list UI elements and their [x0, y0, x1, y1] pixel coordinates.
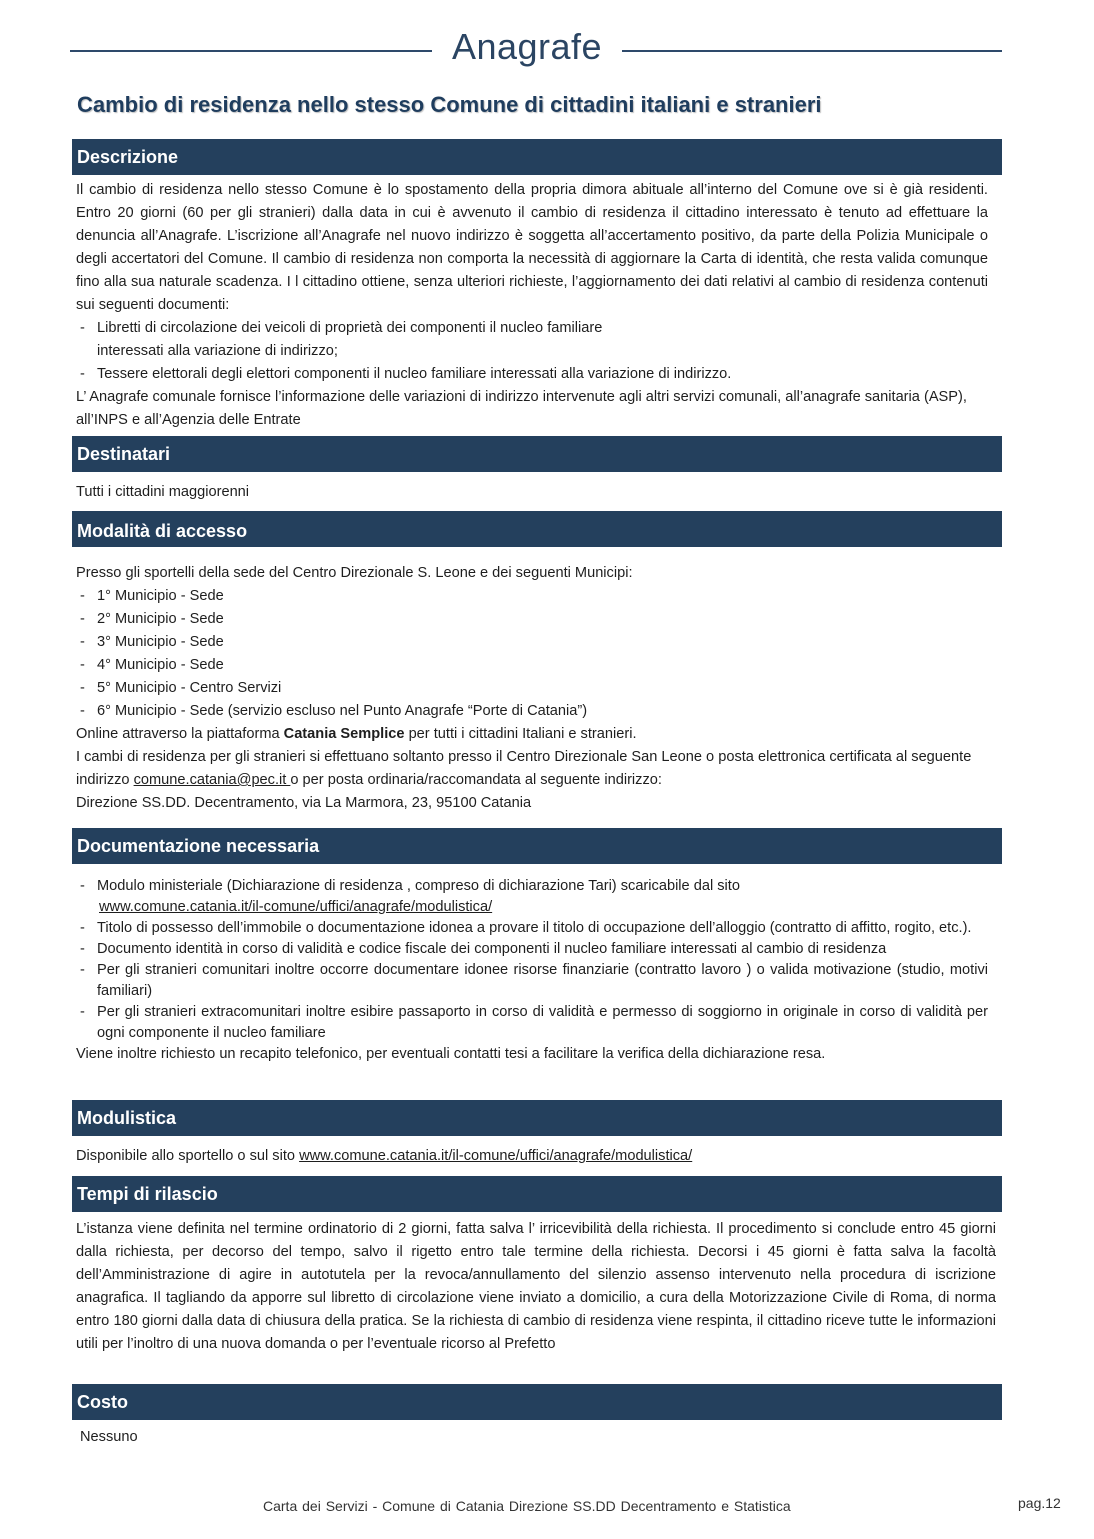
- list-item: - 2° Municipio - Sede: [80, 611, 224, 627]
- modalita-stranieri: I cambi di residenza per gli stranieri si effettuano soltanto presso il Centro Direzionale San Leone o posta elettronica certificata al seguente indirizzo comune.catania@pec.it o per posta ordinaria/raccomandata al seguente indirizzo:: [76, 749, 972, 788]
- list-item: - 3° Municipio - Sede: [80, 634, 224, 650]
- costo-text: Nessuno: [80, 1429, 138, 1445]
- descrizione-intro: Il cambio di residenza nello stesso Comune è lo spostamento della propria dimora abituale all’interno del Comune ove si è già residenti. Entro 20 giorni (60 per gli stranieri) dalla data in cui è avvenuto il cambio di residenza il cittadino interessato è tenuto ad effettuare la denuncia all’Anagrafe. L’iscrizione all’Anagrafe nel nuovo indirizzo è soggetta all’accertamento positivo, da parte della Polizia Municipale o degli accertatori del Comune. Il cambio di residenza non comporta la necessità di aggiornare la Carta di identità, che resta valida comunque fino alla sua naturale scadenza. I l cittadino ottiene, senza ulteriori richieste, l’aggiornamento dei dati relativi al cambio di residenza contenuti sui seguenti documenti:: [76, 182, 988, 313]
- section-heading-modulistica: Modulistica: [72, 1100, 1002, 1136]
- list-item: - Per gli stranieri comunitari inoltre occorre documentare idonee risorse finanziarie (contratto lavoro ) o valida motivazione (studio, motivi familiari): [80, 962, 988, 999]
- list-item: - 1° Municipio - Sede: [80, 588, 224, 604]
- section-heading-tempi: Tempi di rilascio: [72, 1176, 1002, 1212]
- footer-text: Carta dei Servizi - Comune di Catania Direzione SS.DD Decentramento e Statistica: [263, 1498, 791, 1514]
- list-item: - Modulo ministeriale (Dichiarazione di residenza , compreso di dichiarazione Tari) scaricabile dal sito www.comune.catania.it/il-comune/uffici/anagrafe/modulistica/: [80, 878, 740, 915]
- section-heading-descrizione: Descrizione: [72, 139, 1002, 175]
- header-rule-left: [70, 50, 432, 52]
- descrizione-outro: L’ Anagrafe comunale fornisce l’informazione delle variazioni di indirizzo intervenute agli altri servizi comunali, all’anagrafe sanitaria (ASP), all’INPS e all’Agenzia delle Entrate: [76, 389, 967, 428]
- list-item: - Tessere elettorali degli elettori componenti il nucleo familiare interessati alla variazione di indirizzo.: [80, 366, 732, 382]
- section-heading-costo: Costo: [72, 1384, 1002, 1420]
- modulistica-text: Disponibile allo sportello o sul sito www.comune.catania.it/il-comune/uffici/anagrafe/modulistica/: [76, 1148, 693, 1164]
- header-title: Anagrafe: [451, 26, 603, 67]
- section-heading-modalita: Modalità di accesso: [72, 511, 1002, 547]
- page-number: pag.12: [1018, 1495, 1061, 1511]
- header-rule-right: [622, 50, 1002, 52]
- list-item: - Documento identità in corso di validità e codice fiscale dei componenti il nucleo familiare interessati al cambio di residenza: [80, 941, 887, 957]
- list-item: - 4° Municipio - Sede: [80, 657, 224, 673]
- modulistica-link[interactable]: www.comune.catania.it/il-comune/uffici/anagrafe/modulistica/: [99, 899, 493, 915]
- list-item: - Libretti di circolazione dei veicoli di proprietà dei componenti il nucleo familiare interessati alla variazione di indirizzo;: [80, 320, 603, 359]
- page-title: Cambio di residenza nello stesso Comune di cittadini italiani e stranieri: [77, 92, 822, 117]
- list-item: - 6° Municipio - Sede (servizio escluso nel Punto Anagrafe “Porte di Catania”): [80, 703, 588, 719]
- modalita-intro: Presso gli sportelli della sede del Centro Direzionale S. Leone e dei seguenti Municipi:: [76, 565, 633, 581]
- modulistica-site-link[interactable]: www.comune.catania.it/il-comune/uffici/anagrafe/modulistica/: [299, 1148, 693, 1164]
- pec-email-link[interactable]: comune.catania@pec.it: [133, 772, 291, 788]
- modalita-address: Direzione SS.DD. Decentramento, via La Marmora, 23, 95100 Catania: [76, 795, 532, 811]
- list-item: - Titolo di possesso dell’immobile o documentazione idonea a provare il titolo di occupazione dell’alloggio (contratto di affitto, rogito, etc.).: [80, 920, 972, 936]
- list-item: - 5° Municipio - Centro Servizi: [80, 680, 282, 696]
- page-header: [70, 22, 1002, 78]
- section-body-descrizione: [76, 179, 988, 432]
- section-heading-destinatari: Destinatari: [72, 436, 1002, 472]
- section-heading-documentazione: Documentazione necessaria: [72, 828, 1002, 864]
- section-body-modalita: [76, 562, 988, 815]
- section-body-documentazione: [76, 876, 988, 1065]
- list-item: - Per gli stranieri extracomunitari inoltre esibire passaporto in corso di validità e permesso di soggiorno in originale in corso di validità per ogni componente il nucleo familiare: [80, 1004, 988, 1041]
- destinatari-text: Tutti i cittadini maggiorenni: [76, 484, 250, 500]
- modalita-online: Online attraverso la piattaforma Catania Semplice per tutti i cittadini Italiani e stranieri.: [76, 726, 637, 742]
- documentazione-outro: Viene inoltre richiesto un recapito telefonico, per eventuali contatti tesi a facilitare la verifica della dichiarazione resa.: [76, 1046, 826, 1062]
- platform-name: Catania Semplice: [283, 726, 405, 742]
- tempi-text: L’istanza viene definita nel termine ordinatorio di 2 giorni, fatta salva l’ irricevibilità della richiesta. Il procedimento si conclude entro 45 giorni dalla richiesta, per decorso del tempo, salvo il rigetto entro tale termine della richiesta. Decorsi i 45 giorni è fatta salva la facoltà dell’Amministrazione di agire in autotutela per la revoca/annullamento del silenzio assenso intervenuto nella procedura di iscrizione anagrafica. Il tagliando da apporre sul libretto di circolazione viene inviato a domicilio, a cura della Motorizzazione Civile di Roma, di norma entro 180 giorni dalla data di chiusura della pratica. Se la richiesta di cambio di residenza viene respinta, il cittadino riceve tutte le informazioni utili per l’inoltro di una nuova domanda o per l’eventuale ricorso al Prefetto: [76, 1221, 996, 1352]
